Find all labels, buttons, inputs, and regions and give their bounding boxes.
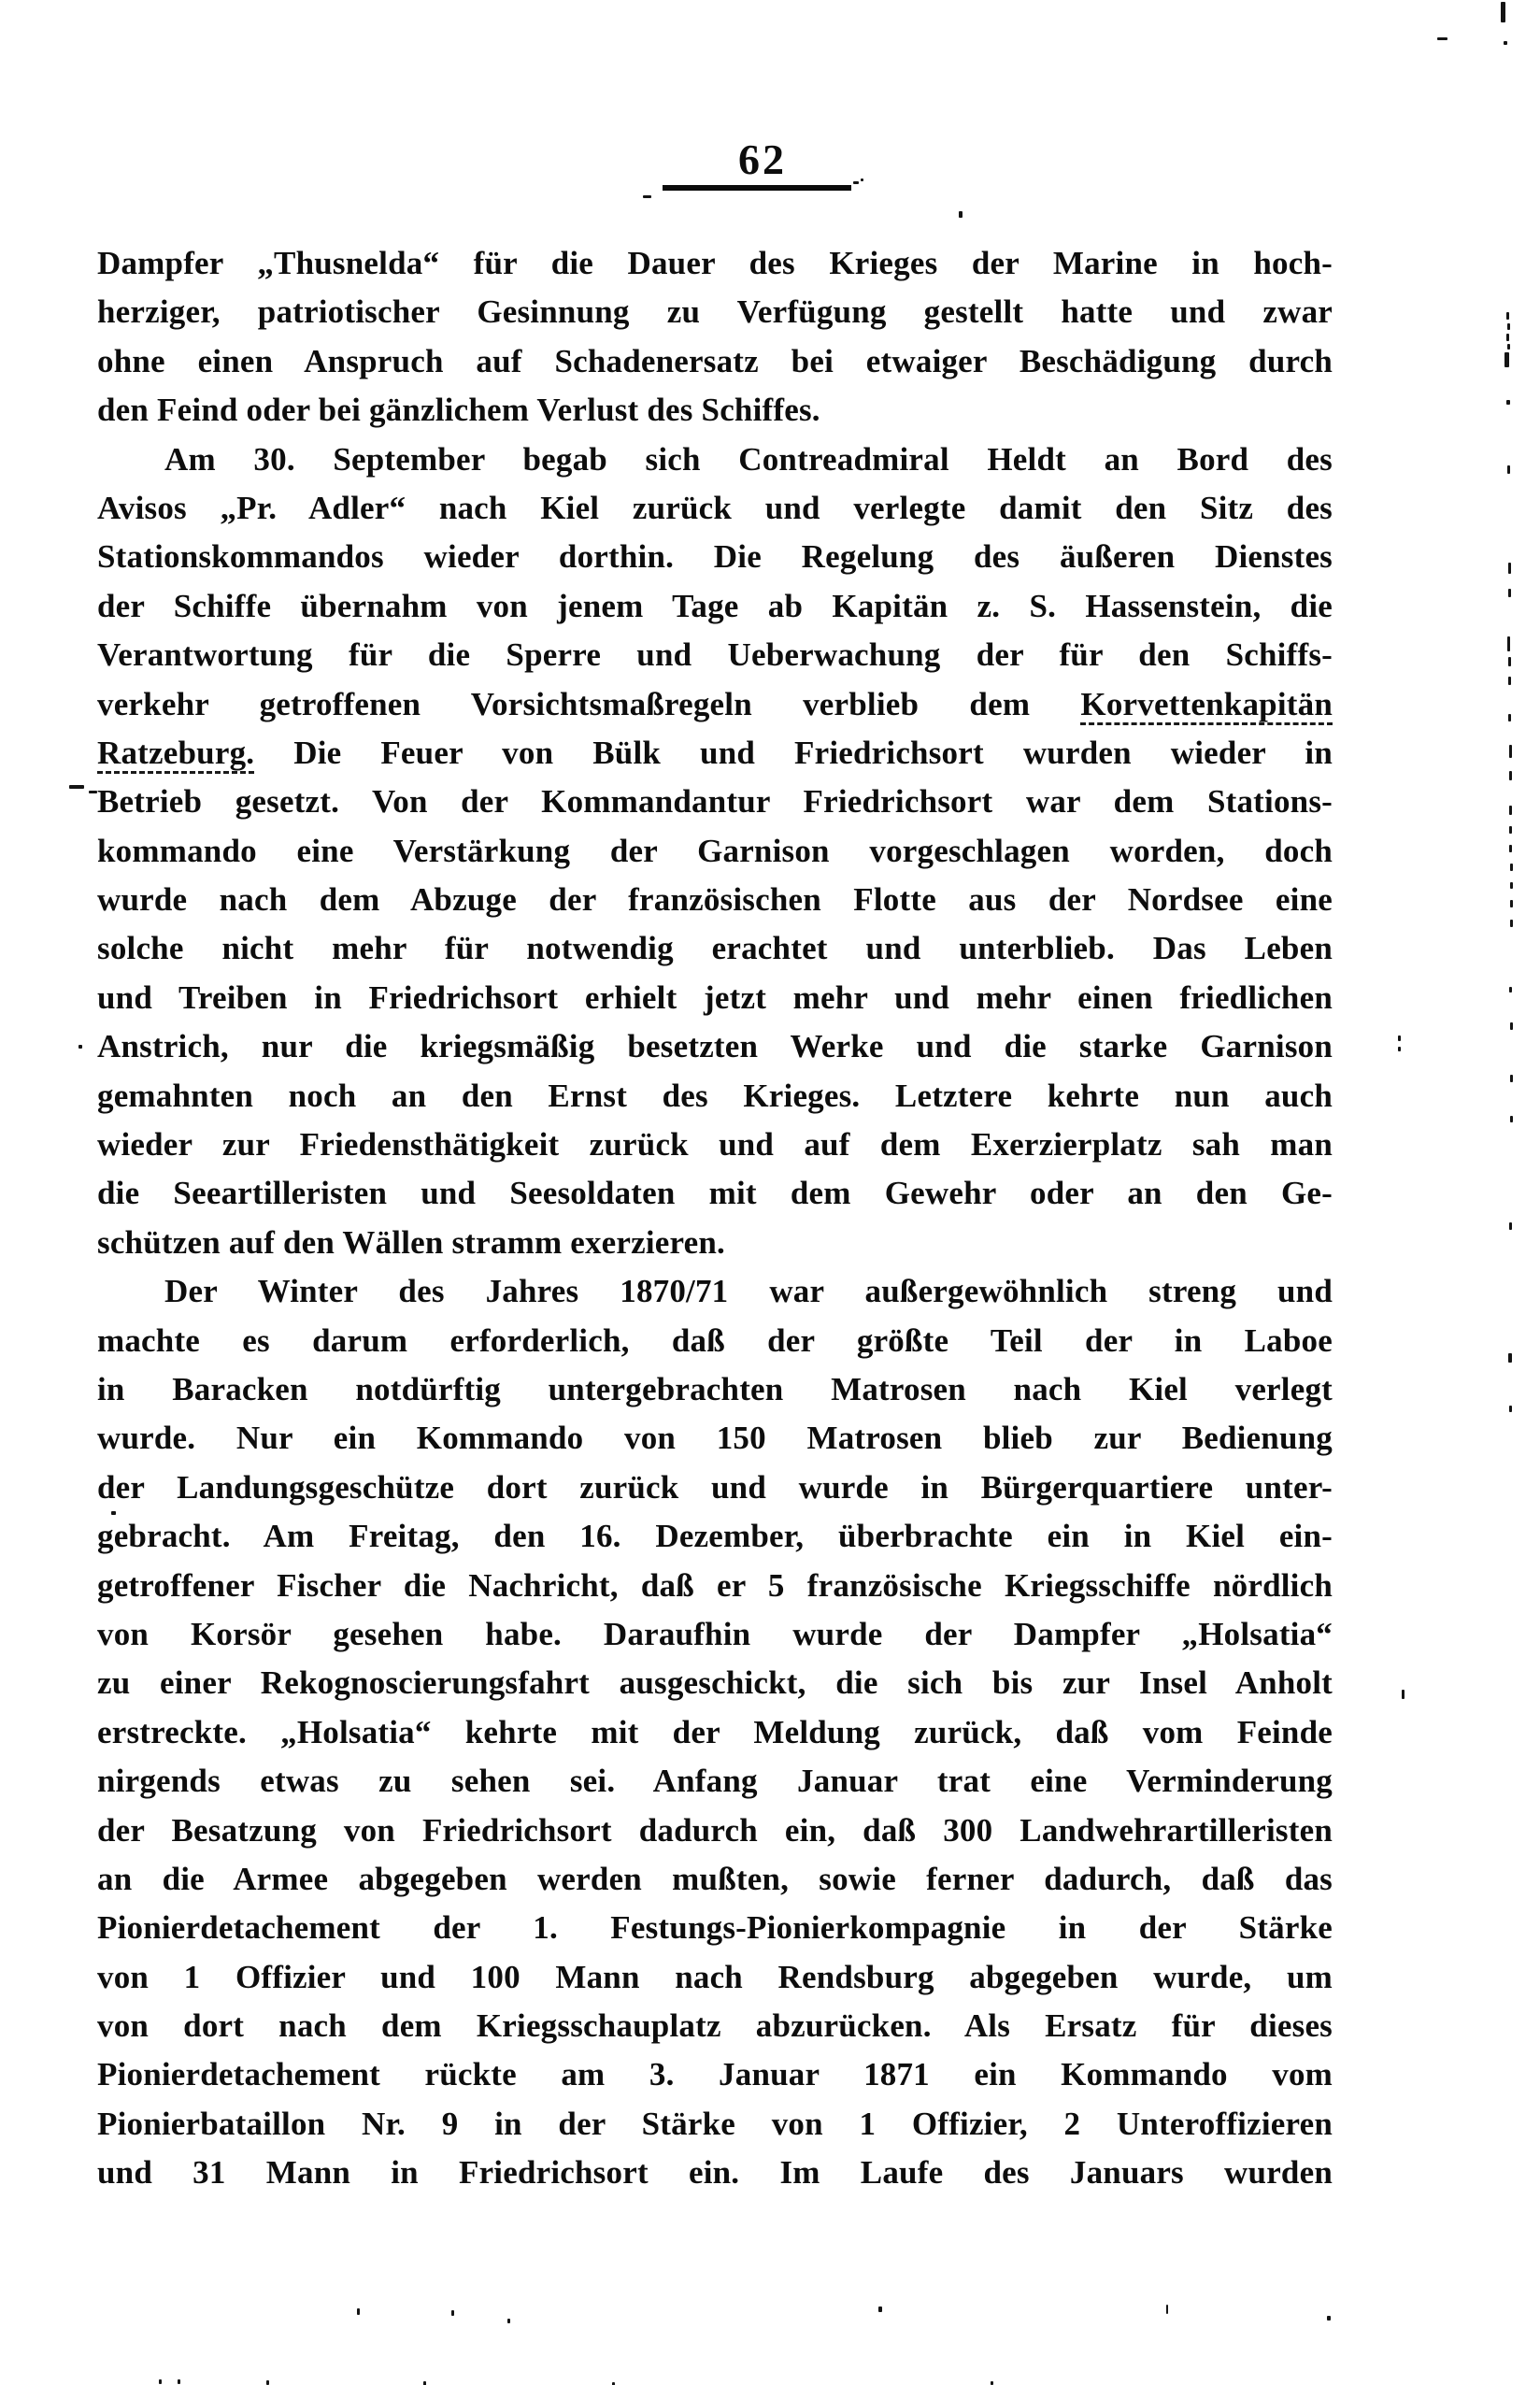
text-line: Anstrich, nur die kriegsmäßig besetzten Werke und die starke Garnison [97,1028,1333,1065]
scan-speck [1504,41,1507,45]
text-line: den Feind oder bei gänzlichem Verlust des Schiffes. [97,392,820,429]
pencil-underline: Ratzeburg. [97,734,255,771]
scan-speck [1504,352,1509,367]
scan-speck [1510,882,1513,889]
scan-speck [159,2379,162,2384]
text-line: die Seeartilleristen und Seesoldaten mit dem Gewehr oder an den Ge- [97,1175,1333,1212]
text-line: nirgends etwas zu sehen sei. Anfang Januar trat eine Verminderung [97,1763,1333,1800]
text-line: der Besatzung von Friedrichsort dadurch ein, daß 300 Landwehrartilleristen [97,1811,1333,1849]
scan-speck [89,791,97,793]
text-line: von dort nach dem Kriegsschauplatz abzurücken. Als Ersatz für dieses [97,2007,1333,2045]
scan-speck [1509,1406,1512,1412]
scan-speck [1507,465,1510,474]
text-line: von 1 Offizier und 100 Mann nach Rendsburg abgegeben wurde, um [97,1958,1333,1995]
scan-speck [1508,589,1511,597]
text-line: und 31 Mann in Friedrichsort ein. Im Laufe des Januars wurden [97,2154,1333,2192]
page-number-rule [663,185,851,191]
text-line: zu einer Rekognoscierungsfahrt ausgeschickt, die sich bis zur Insel Anholt [97,1664,1333,1702]
scan-speck [1509,771,1512,780]
scan-speck [1506,400,1510,405]
text-line: der Landungsgeschütze dort zurück und wurde in Bürgerquartiere unter- [97,1468,1333,1506]
scan-speck [178,2379,180,2384]
scan-speck [1510,920,1513,927]
scan-speck [78,1045,82,1049]
scan-speck [1506,334,1509,341]
text-line: der Schiffe übernahm von jenem Tage ab Kapitän z. S. Hassenstein, die [97,587,1333,624]
scan-speck [1507,323,1510,330]
scan-speck [266,2380,269,2385]
text-line: wieder zur Friedensthätigkeit zurück und auf dem Exerzierplatz sah man [97,1126,1333,1164]
text-line: Dampfer „Thusnelda“ für die Dauer des Krieges der Marine in hoch- [97,245,1333,281]
scan-speck [423,2381,426,2385]
text-line: und Treiben in Friedrichsort erhielt jetzt mehr und mehr einen friedlichen [97,978,1333,1016]
scan-speck [1510,1075,1513,1082]
text-line: ohne einen Anspruch auf Schadenersatz bei etwaiger Beschädigung durch [97,342,1333,379]
scan-speck [1510,864,1513,871]
scan-speck [1506,312,1509,320]
page-text [97,239,1333,2198]
scan-speck [1509,845,1512,852]
text-line: Pionierbataillon Nr. 9 in der Stärke von 1 Offizier, 2 Unteroffizieren [97,2105,1333,2142]
scan-speck [1398,1035,1401,1041]
text-line: wurde nach dem Abzuge der französischen Flotte aus der Nordsee eine [97,881,1333,919]
scan-speck [1508,657,1511,666]
scan-speck [357,2308,360,2315]
text-line: in Baracken notdürftig untergebrachten Matrosen nach Kiel verlegt [97,1370,1333,1407]
scan-speck [1327,2316,1331,2321]
text-line: Pionierdetachement rückte am 3. Januar 1871 ein Kommando vom [97,2056,1333,2093]
text-line: erstreckte. „Holsatia“ kehrte mit der Meldung zurück, daß vom Feinde [97,1713,1333,1750]
text-line: machte es darum erforderlich, daß der größte Teil der in Laboe [97,1321,1333,1359]
scan-speck [1510,1022,1513,1030]
scan-speck [1166,2305,1168,2314]
scan-speck [1509,745,1512,758]
text-line: Betrieb gesetzt. Von der Kommandantur Friedrichsort war dem Stations- [97,783,1333,821]
text-line: verkehr getroffenen Vorsichtsmaßregeln verblieb dem Korvettenkapitän [97,685,1333,722]
page-number: 62 [738,136,787,183]
scan-speck [861,179,863,181]
scan-speck [1508,563,1511,574]
scan-speck [1509,1222,1512,1230]
scan-speck [1398,1047,1401,1051]
text-line: Stationskommandos wieder dorthin. Die Regelung des äußeren Dienstes [97,538,1333,576]
scan-speck [853,181,859,184]
text-line: Am 30. September begab sich Contreadmiral Heldt an Bord des [164,440,1333,478]
scan-speck [959,211,962,218]
scan-speck [991,2381,993,2385]
scan-speck [643,195,651,198]
scan-speck [878,2306,882,2312]
text-line: von Korsör gesehen habe. Daraufhin wurde der Dampfer „Holsatia“ [97,1615,1333,1652]
scan-speck [1510,900,1513,907]
text-line: gemahnten noch an den Ernst des Krieges. Letztere kehrte nun auch [97,1077,1333,1114]
scan-speck [1510,1116,1513,1122]
scan-speck [1508,677,1511,685]
scan-speck [1402,1690,1405,1699]
text-line: Pionierdetachement der 1. Festungs-Pionierkompagnie in der Stärke [97,1909,1333,1947]
text-line: gebracht. Am Freitag, den 16. Dezember, überbrachte ein in Kiel ein- [97,1518,1333,1555]
scan-speck [1509,826,1512,834]
text-line: an die Armee abgegeben werden mußten, sowie ferner dadurch, daß das [97,1860,1333,1897]
text-line: getroffener Fischer die Nachricht, daß er 5 französische Kriegsschiffe nördlich [97,1566,1333,1604]
scan-speck [1508,714,1511,721]
text-line: Verantwortung für die Sperre und Ueberwachung der für den Schiffs- [97,636,1333,674]
scan-speck [1437,37,1447,40]
scan-speck [1507,636,1510,651]
text-line: Der Winter des Jahres 1870/71 war außergewöhnlich streng und [164,1273,1333,1310]
text-line: wurde. Nur ein Kommando von 150 Matrosen blieb zur Bedienung [97,1420,1333,1457]
scan-speck [1508,1353,1512,1363]
text-line: solche nicht mehr für notwendig erachtet und unterblieb. Das Leben [97,930,1333,967]
scan-speck [1509,987,1512,993]
text-line: Ratzeburg. Die Feuer von Bülk und Friedrichsort wurden wieder in [97,734,1333,771]
scan-speck [69,785,84,789]
text-line: herziger, patriotischer Gesinnung zu Verfügung gestellt hatte und zwar [97,293,1333,331]
scan-speck [1501,2,1505,22]
scan-speck [1509,806,1512,815]
scan-speck [1507,344,1510,350]
scan-speck [507,2319,510,2323]
scan-speck [451,2310,454,2316]
text-line: Avisos „Pr. Adler“ nach Kiel zurück und verlegte damit den Sitz des [97,489,1333,526]
text-line: kommando eine Verstärkung der Garnison vorgeschlagen worden, doch [97,832,1333,869]
text-line: schützen auf den Wällen stramm exerzieren. [97,1223,725,1261]
pencil-underline: Korvettenkapitän [1080,685,1333,722]
scan-speck [111,1511,116,1515]
